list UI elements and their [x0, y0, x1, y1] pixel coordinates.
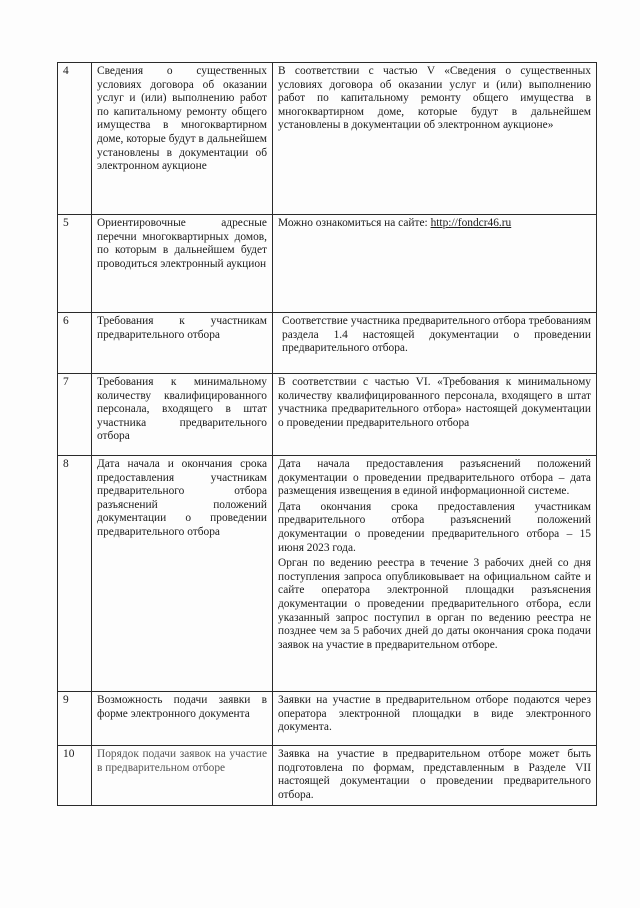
row-number: 4: [58, 63, 92, 215]
clarification-start-paragraph: Дата начала предоставления разъяснений положений документации о проведении предварительного отбора – дата размещения извещения в единой информационной системе.: [278, 458, 591, 498]
row-number: 7: [58, 374, 92, 456]
row-value: [273, 215, 597, 313]
row-value: [273, 456, 597, 692]
row-number: 10: [58, 746, 92, 806]
row-value: В соответствии с частью VI. «Требования к минимальному количеству квалифицированного персонала, входящего в штат участника предварительного отбора» настоящей документации о проведении предварительного отбора: [273, 374, 597, 456]
clarification-end-paragraph: Дата окончания срока предоставления участникам предварительного отбора разъяснений положений документации о проведении предварительного отбора – 15 июня 2023 года.: [278, 500, 591, 554]
table-row: [58, 456, 597, 692]
row-title: Требования к участникам предварительного отбора: [92, 313, 273, 374]
table-row: [58, 692, 597, 746]
row-title: Порядок подачи заявок на участие в предварительном отборе: [92, 746, 273, 806]
table-row: [58, 313, 597, 374]
table-row: [58, 746, 597, 806]
requirements-table: [57, 62, 597, 806]
row-title: Возможность подачи заявки в форме электронного документа: [92, 692, 273, 746]
table-row: [58, 215, 597, 313]
table-row: [58, 63, 597, 215]
row-number: 5: [58, 215, 92, 313]
registry-publication-paragraph: Орган по ведению реестра в течение 3 рабочих дней со дня поступления запроса опубликовывает на официальном сайте и сайте оператора электронной площадки разъяснения документации о проведении предварительного отбора, если указанный запрос поступил в орган по ведению реестра не позднее чем за 5 рабочих дней до даты окончания срока подачи заявок на участие в предварительном отборе.: [278, 557, 591, 651]
table-row: [58, 374, 597, 456]
row-value: В соответствии с частью V «Сведения о существенных условиях договора об оказании услуг и (или) выполнению работ по капитальному ремонту общего имущества в многоквартирном доме, которые будут в дальнейшем установлены в документации об электронном аукционе»: [273, 63, 597, 215]
row-title: Дата начала и окончания срока предоставления участникам предварительного отбора разъяснений положений документации о проведении предварительного отбора: [92, 456, 273, 692]
row-number: 6: [58, 313, 92, 374]
row-number: 9: [58, 692, 92, 746]
website-label: Можно ознакомиться на сайте:: [278, 217, 431, 229]
row-value: Заявки на участие в предварительном отборе подаются через оператора электронной площадки в виде электронного документа.: [273, 692, 597, 746]
row-value: Соответствие участника предварительного отбора требованиям раздела 1.4 настоящей документации о проведении предварительного отбора.: [273, 313, 597, 374]
website-link[interactable]: http://fondcr46.ru: [430, 217, 512, 229]
row-title: Требования к минимальному количеству квалифицированного персонала, входящего в штат участника предварительного отбора: [92, 374, 273, 456]
row-number: 8: [58, 456, 92, 692]
row-value: Заявка на участие в предварительном отборе может быть подготовлена по формам, представленным в Разделе VII настоящей документации о проведении предварительного отбора.: [273, 746, 597, 806]
row-title: Ориентировочные адресные перечни многоквартирных домов, по которым в дальнейшем будет проводиться электронный аукцион: [92, 215, 273, 313]
row-title: Сведения о существенных условиях договора об оказании услуг и (или) выполнению работ по капитальному ремонту общего имущества в многоквартирном доме, которые будут в дальнейшем установлены в документации об электронном аукционе: [92, 63, 273, 215]
